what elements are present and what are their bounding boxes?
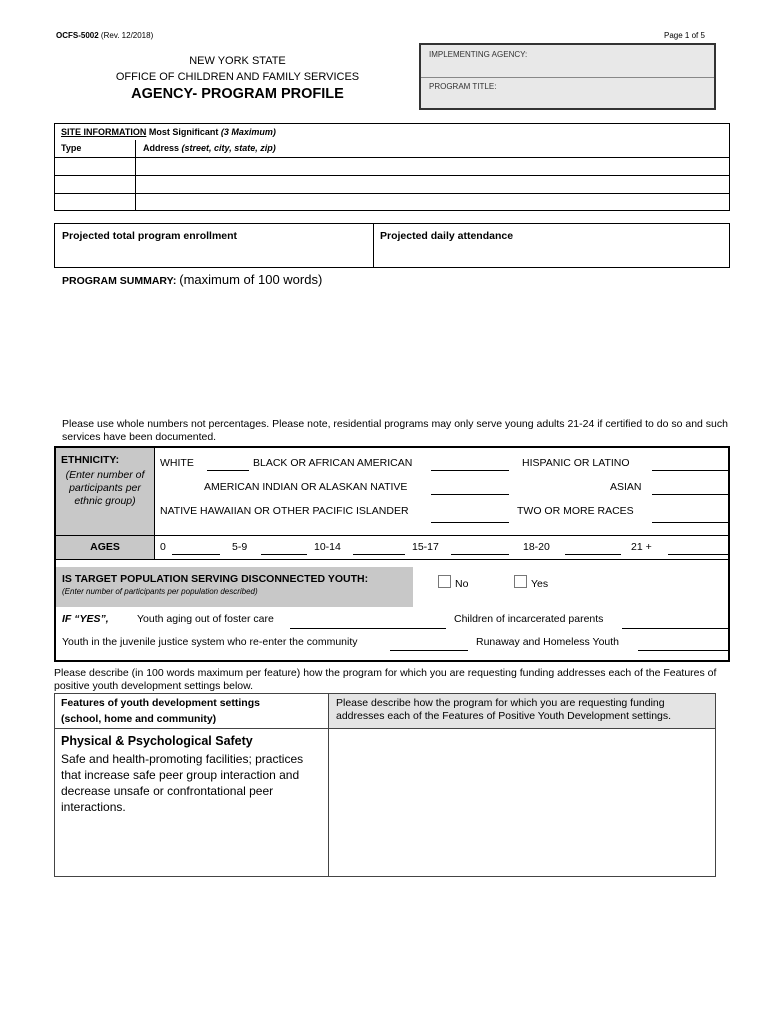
white-label: WHITE — [160, 457, 194, 469]
target-population-sublabel: (Enter number of participants per population described) — [62, 587, 258, 596]
site-row-2-address[interactable] — [136, 176, 729, 193]
form-revision: (Rev. 12/2018) — [100, 31, 154, 40]
total-enrollment-field[interactable] — [55, 244, 372, 267]
yes-checkbox[interactable] — [514, 575, 527, 588]
age-0-label: 0 — [160, 541, 166, 553]
features-table — [54, 693, 716, 877]
implementing-agency-field[interactable] — [421, 45, 714, 78]
age-5-9-input[interactable] — [261, 554, 307, 555]
state-name: NEW YORK STATE — [189, 55, 286, 67]
hawaiian-input[interactable] — [431, 522, 509, 523]
site-info-heading-max: (3 Maximum) — [220, 127, 276, 137]
age-15-17-label: 15-17 — [412, 541, 439, 553]
hispanic-label: HISPANIC OR LATINO — [522, 457, 630, 469]
safety-cell — [61, 733, 323, 815]
form-id — [56, 31, 153, 40]
site-info-heading — [61, 127, 276, 137]
daily-attendance-label: Projected daily attendance — [380, 230, 514, 242]
target-population-label: IS TARGET POPULATION SERVING DISCONNECTED YOUTH: — [62, 573, 369, 585]
age-15-17-input[interactable] — [451, 554, 509, 555]
describe-header-cell — [329, 694, 715, 728]
agency-box — [419, 43, 716, 110]
site-info-heading-rest: Most Significant — [146, 127, 221, 137]
features-header-line1: Features of youth development settings — [61, 697, 260, 709]
column-divider — [328, 728, 329, 876]
site-info-table — [54, 123, 730, 211]
program-summary-label: PROGRAM SUMMARY: — [62, 275, 180, 287]
american-indian-input[interactable] — [431, 494, 509, 495]
safety-response-field[interactable] — [330, 730, 714, 875]
implementing-agency-label: IMPLEMENTING AGENCY: — [429, 50, 528, 59]
ethnicity-sublabel: (Enter number of participants per ethnic group) — [65, 469, 145, 507]
ethnicity-label: ETHNICITY: — [61, 454, 120, 466]
foster-care-input[interactable] — [290, 628, 446, 629]
site-row-1-type[interactable] — [55, 158, 134, 175]
no-label: No — [455, 578, 469, 590]
incarcerated-parents-input[interactable] — [622, 628, 730, 629]
site-row-1-address[interactable] — [136, 158, 729, 175]
site-row-2-type[interactable] — [55, 176, 134, 193]
black-label: BLACK OR AFRICAN AMERICAN — [253, 457, 413, 469]
page-title: AGENCY- PROGRAM PROFILE — [131, 86, 344, 102]
hispanic-input[interactable] — [652, 470, 730, 471]
no-checkbox[interactable] — [438, 575, 451, 588]
site-info-heading-main: SITE INFORMATION — [61, 127, 147, 137]
enrollment-table — [54, 223, 730, 268]
two-or-more-input[interactable] — [652, 522, 730, 523]
asian-input[interactable] — [652, 494, 730, 495]
age-5-9-label: 5-9 — [232, 541, 248, 553]
yes-label: Yes — [531, 578, 549, 590]
col-address-note: (street, city, state, zip) — [181, 143, 276, 153]
safety-title: Physical & Psychological Safety — [61, 734, 253, 748]
features-header-cell — [55, 694, 329, 728]
age-21-plus-input[interactable] — [668, 554, 730, 555]
runaway-homeless-input[interactable] — [638, 650, 730, 651]
program-summary-heading — [62, 271, 322, 289]
row-divider — [56, 535, 728, 536]
total-enrollment-label: Projected total program enrollment — [62, 230, 238, 242]
office-name: OFFICE OF CHILDREN AND FAMILY SERVICES — [115, 71, 360, 83]
ethnicity-label-cell — [56, 448, 155, 535]
row-divider — [55, 728, 715, 729]
age-18-20-label: 18-20 — [523, 541, 550, 553]
program-summary-field[interactable] — [60, 290, 728, 410]
black-input[interactable] — [431, 470, 509, 471]
age-10-14-input[interactable] — [353, 554, 405, 555]
demographics-table — [54, 446, 730, 662]
age-21-plus-label: 21 + — [631, 541, 652, 553]
foster-care-label: Youth aging out of foster care — [137, 613, 274, 625]
target-population-cell — [56, 567, 413, 607]
column-divider — [373, 224, 374, 267]
if-yes-label: IF “YES”, — [62, 613, 109, 625]
ages-label: AGES — [90, 541, 120, 553]
program-title-field[interactable] — [421, 78, 714, 108]
age-18-20-input[interactable] — [565, 554, 621, 555]
juvenile-justice-input[interactable] — [390, 650, 468, 651]
safety-description: Safe and health-promoting facilities; practices that increase safe peer group interaction and decrease unsafe or confrontational peer interactions. — [61, 752, 304, 814]
hawaiian-label: NATIVE HAWAIIAN OR OTHER PACIFIC ISLANDER — [160, 505, 409, 517]
instructions-text: Please use whole numbers not percentages. Please note, residential programs may only serve young adults 21-24 if certified to do so and such services have been documented. — [62, 418, 728, 443]
asian-label: ASIAN — [610, 481, 642, 493]
juvenile-justice-label: Youth in the juvenile justice system who re-enter the community — [62, 636, 358, 648]
page-number: Page 1 of 5 — [664, 31, 705, 40]
american-indian-label: AMERICAN INDIAN OR ALASKAN NATIVE — [204, 481, 408, 493]
row-divider — [56, 559, 728, 560]
col-address-header — [143, 143, 276, 153]
form-number: OCFS-5002 — [56, 31, 99, 40]
age-10-14-label: 10-14 — [314, 541, 341, 553]
describe-header-text: Please describe how the program for which you are requesting funding addresses each of the Features of Positive Youth Development settings. — [336, 697, 672, 722]
site-row-3-address[interactable] — [136, 194, 729, 210]
white-input[interactable] — [207, 470, 249, 471]
two-or-more-label: TWO OR MORE RACES — [517, 505, 634, 517]
program-title-label: PROGRAM TITLE: — [429, 82, 497, 91]
describe-intro-text: Please describe (in 100 words maximum per feature) how the program for which you are requesting funding addresses each of the Features of positive youth development settings below. — [54, 667, 717, 692]
runaway-homeless-label: Runaway and Homeless Youth — [476, 636, 620, 648]
col-type-header: Type — [61, 143, 82, 153]
features-header-line2: (school, home and community) — [61, 713, 217, 725]
col-address-label: Address — [143, 143, 182, 153]
daily-attendance-field[interactable] — [375, 244, 729, 267]
program-summary-note: (maximum of 100 words) — [179, 272, 323, 287]
age-0-input[interactable] — [172, 554, 220, 555]
ages-label-cell — [56, 536, 155, 559]
site-row-3-type[interactable] — [55, 194, 134, 210]
incarcerated-parents-label: Children of incarcerated parents — [454, 613, 604, 625]
